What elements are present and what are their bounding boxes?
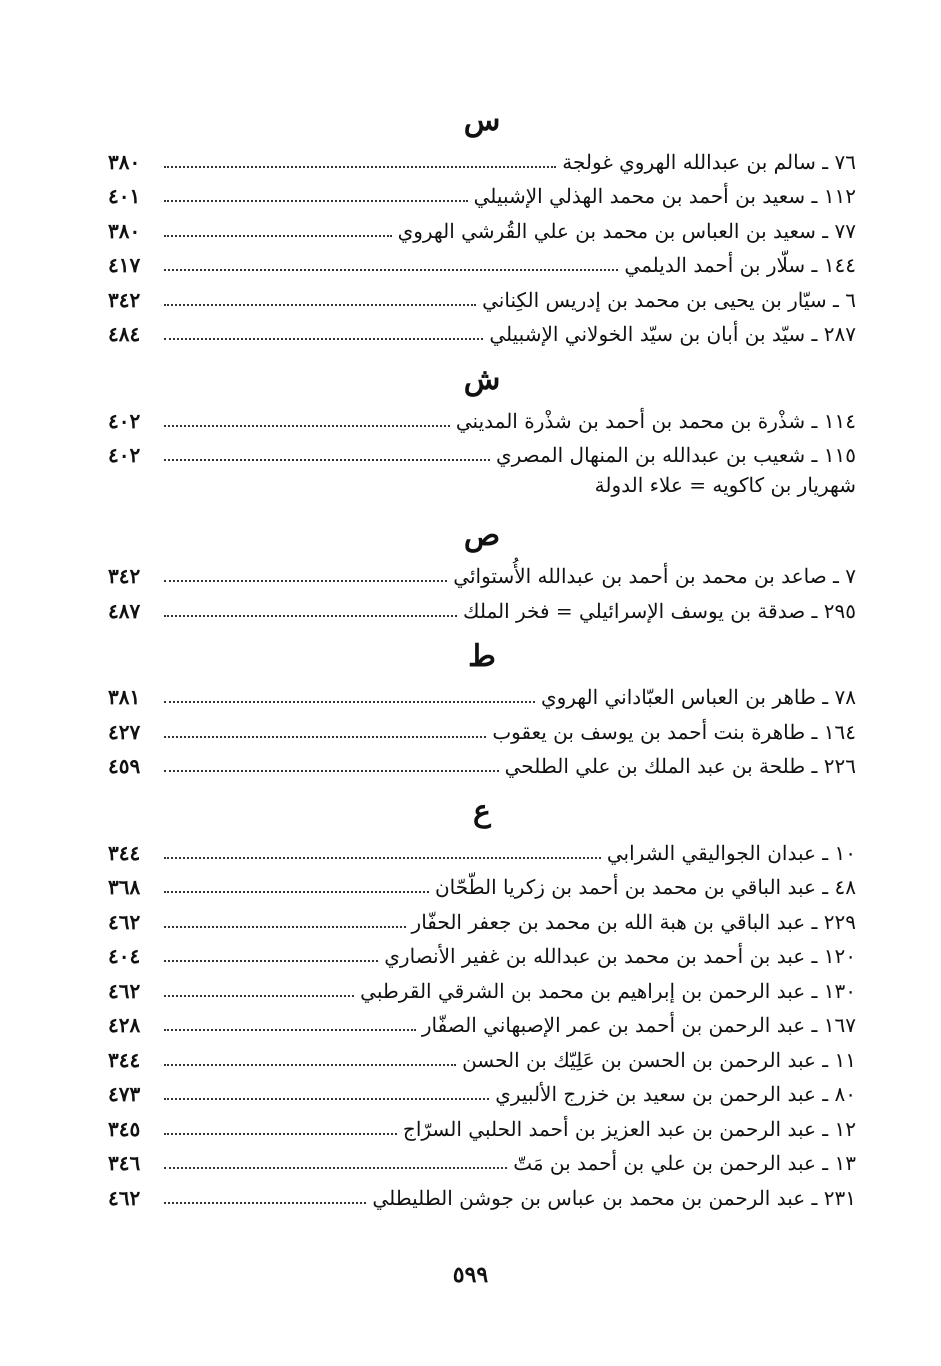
entry-title: ٢٨٧ ـ سيّد بن أبان بن سيّد الخولاني الإشبيلي — [489, 322, 856, 346]
entry-page-number: ٣٨١ — [108, 685, 141, 709]
entry-page-number: ٣٤٦ — [108, 1151, 141, 1175]
entry-page-number: ٤٥٩ — [108, 754, 141, 778]
entry-page-number: ٣٤٤ — [108, 1047, 141, 1072]
entry-page-number: ٤٧٣ — [108, 1082, 141, 1106]
entry-page-number: ٤٢٨ — [108, 1013, 141, 1037]
entry-title: ١١ ـ عبد الرحمن بن الحسن بن عَلِيّك بن الحسن — [462, 1047, 856, 1072]
section-heading-sad: ص — [463, 517, 501, 553]
index-entry — [108, 246, 856, 281]
dot-leader — [164, 166, 556, 168]
index-entry — [108, 937, 856, 972]
entry-page-number: ٤٢٧ — [108, 719, 141, 744]
index-entry — [108, 401, 856, 436]
entry-title: ١٢ ـ عبد الرحمن بن عبد العزيز بن أحمد الحلبي السرّاج — [402, 1116, 856, 1141]
dot-leader — [164, 960, 378, 962]
entry-title: ٧ ـ صاعد بن محمد بن أحمد بن عبدالله الأُستوائي — [453, 564, 856, 588]
entry-page-number: ٤٨٤ — [108, 322, 141, 346]
entry-title: ١٢٠ ـ عبد بن أحمد بن محمد بن عبدالله بن غفير الأنصاري — [384, 944, 856, 968]
index-entry — [108, 591, 856, 626]
index-content — [108, 100, 856, 1213]
entry-page-number: ٣٦٨ — [108, 875, 141, 899]
dot-leader — [164, 615, 457, 617]
cross-reference-note: شهريار بن كاكويه = علاء الدولة — [594, 473, 856, 497]
dot-leader — [164, 338, 483, 340]
index-entry — [108, 712, 856, 747]
dot-leader — [164, 1202, 366, 1204]
entry-title: ١٠ ـ عبدان الجواليقي الشرابي — [606, 840, 856, 865]
index-entry — [108, 1040, 856, 1075]
entry-title: ١١٢ ـ سعيد بن أحمد بن محمد الهذلي الإشبيلي — [473, 184, 856, 208]
dot-leader — [164, 425, 450, 427]
entry-title: ٧٧ ـ سعيد بن العباس بن محمد بن علي القُرشي الهروي — [397, 218, 856, 243]
index-entry — [108, 142, 856, 177]
entry-page-number: ٤٠٤ — [108, 944, 141, 968]
dot-leader — [164, 1064, 456, 1066]
index-entry — [108, 1109, 856, 1144]
entry-page-number: ٤٦٢ — [108, 1185, 141, 1210]
index-entry — [108, 868, 856, 903]
entry-title: ٦ ـ سيّار بن يحيى بن محمد بن إدريس الكِناني — [482, 287, 856, 312]
entry-page-number: ٤٠٢ — [108, 408, 141, 433]
dot-leader — [164, 995, 354, 997]
entry-title: ١٣ ـ عبد الرحمن بن علي بن أحمد بن مَتّ — [513, 1151, 856, 1175]
entry-page-number: ٤٦٢ — [108, 909, 141, 934]
index-entry — [108, 747, 856, 782]
entry-title: ١٣٠ ـ عبد الرحمن بن إبراهيم بن محمد بن الشرقي القرطبي — [360, 978, 856, 1003]
entry-page-number: ٤١٧ — [108, 253, 141, 277]
dot-leader — [164, 459, 490, 461]
index-entry — [108, 833, 856, 868]
entry-page-number: ٤٨٧ — [108, 598, 141, 623]
page-number: ٥٩٩ — [452, 1262, 489, 1288]
index-entry — [108, 1006, 856, 1041]
index-entry — [108, 557, 856, 592]
index-entry — [108, 436, 856, 471]
dot-leader — [164, 200, 468, 202]
dot-leader — [164, 269, 618, 271]
entry-title: ٢٢٦ ـ طلحة بن عبد الملك بن علي الطلحي — [504, 754, 856, 778]
entry-title: ٨٠ ـ عبد الرحمن بن سعيد بن خزرج الألبيري — [495, 1082, 856, 1106]
dot-leader — [164, 736, 486, 738]
dot-leader — [164, 580, 447, 582]
section-heading-ta: ط — [468, 638, 496, 674]
index-entry — [108, 280, 856, 315]
section-heading-shin: ش — [463, 362, 501, 397]
index-entry — [108, 971, 856, 1006]
dot-leader — [164, 235, 392, 237]
entry-page-number: ٣٤٥ — [108, 1116, 141, 1141]
dot-leader — [164, 770, 499, 772]
entry-page-number: ٤٠١ — [108, 184, 141, 208]
dot-leader — [164, 1133, 397, 1135]
entry-title: ٢٣١ ـ عبد الرحمن بن محمد بن عباس بن جوشن الطليطلي — [372, 1185, 856, 1210]
index-entry — [108, 902, 856, 937]
dot-leader — [164, 1167, 507, 1169]
entry-page-number: ٤٠٢ — [108, 443, 141, 467]
index-entry — [108, 177, 856, 212]
entry-page-number: ٣٤٢ — [108, 287, 141, 312]
section-heading-ain: ع — [473, 794, 491, 829]
dot-leader — [164, 857, 601, 859]
dot-leader — [164, 304, 476, 306]
entry-title: ١٦٧ ـ عبد الرحمن بن أحمد بن عمر الإصبهاني الصفّار — [421, 1013, 856, 1037]
index-entry — [108, 1075, 856, 1110]
entry-page-number: ٣٤٤ — [108, 840, 141, 865]
index-entry — [108, 211, 856, 246]
entry-title: ١٤٤ ـ سلّار بن أحمد الديلمي — [624, 253, 856, 277]
entry-title: ١٦٤ ـ طاهرة بنت أحمد بن يوسف بن يعقوب — [492, 719, 856, 744]
index-entry — [108, 1178, 856, 1213]
dot-leader — [164, 891, 429, 893]
entry-page-number: ٣٤٢ — [108, 564, 141, 588]
entry-title: ٧٨ ـ طاهر بن العباس العبّاداني الهروي — [540, 685, 856, 709]
index-entry — [108, 1144, 856, 1179]
section-heading-sin: س — [463, 103, 501, 138]
entry-page-number: ٣٨٠ — [108, 218, 141, 243]
dot-leader — [164, 701, 535, 703]
index-entry — [108, 678, 856, 713]
entry-title: ٢٢٩ ـ عبد الباقي بن هبة الله بن محمد بن جعفر الحفّار — [411, 909, 856, 934]
index-entry — [108, 315, 856, 350]
dot-leader — [164, 926, 406, 928]
entry-page-number: ٤٦٢ — [108, 978, 141, 1003]
entry-page-number: ٣٨٠ — [108, 149, 141, 174]
entry-title: ٧٦ ـ سالم بن عبدالله الهروي غولجة — [562, 149, 856, 174]
dot-leader — [164, 1098, 489, 1100]
entry-title: ١١٥ ـ شعيب بن عبدالله بن المنهال المصري — [495, 443, 856, 467]
dot-leader — [164, 1029, 416, 1031]
entry-title: ٢٩٥ ـ صدقة بن يوسف الإسرائيلي = فخر الملك — [462, 598, 856, 623]
entry-title: ١١٤ ـ شذْرة بن محمد بن أحمد بن شذْرة المديني — [455, 408, 856, 433]
entry-title: ٤٨ ـ عبد الباقي بن محمد بن أحمد بن زكريا الطّحّان — [434, 875, 856, 899]
